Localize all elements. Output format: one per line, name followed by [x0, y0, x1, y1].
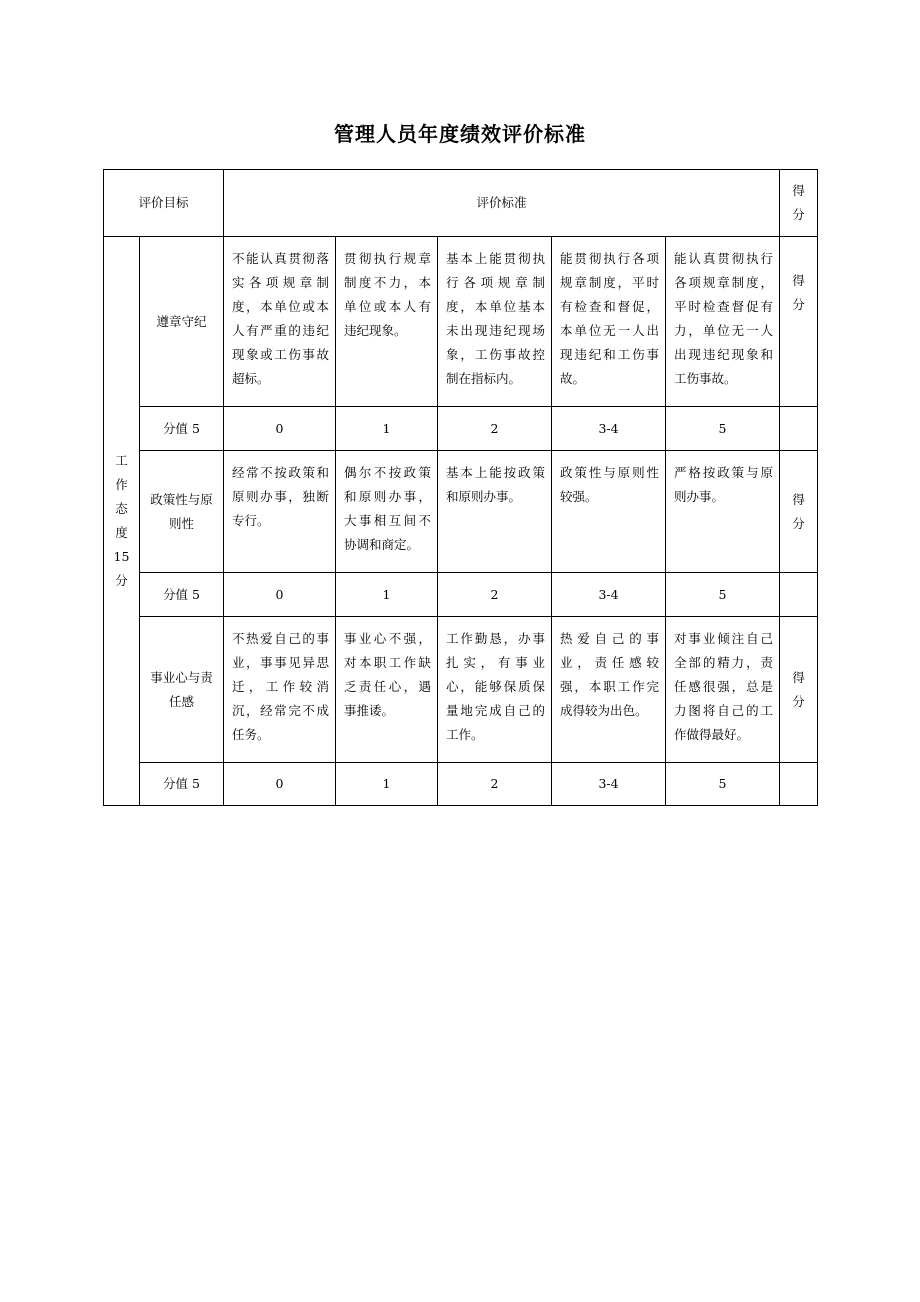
value-cell: 5 [666, 763, 780, 806]
value-cell: 0 [224, 763, 336, 806]
score-cell: 得 分 [780, 237, 818, 407]
value-cell: 0 [224, 407, 336, 451]
value-row [104, 573, 818, 617]
value-cell: 5 [666, 573, 780, 617]
header-target: 评价目标 [104, 170, 224, 237]
category-label: 工 作 态 度 15 分 [104, 237, 140, 806]
value-cell: 0 [224, 573, 336, 617]
value-cell: 3-4 [552, 763, 666, 806]
value-label: 分值 5 [140, 763, 224, 806]
value-cell: 3-4 [552, 573, 666, 617]
value-label: 分值 5 [140, 573, 224, 617]
section-name: 事业心与责任感 [140, 617, 224, 763]
section-name: 遵章守纪 [140, 237, 224, 407]
page-title: 管理人员年度绩效评价标准 [334, 122, 586, 146]
value-cell: 1 [336, 763, 438, 806]
table-row [104, 237, 818, 407]
value-cell: 2 [438, 407, 552, 451]
criterion-cell: 事业心不强，对本职工作缺乏责任心，遇事推诿。 [336, 617, 438, 763]
criterion-cell: 热爱自己的事业，责任感较强，本职工作完成得较为出色。 [552, 617, 666, 763]
score-input-cell [780, 763, 818, 806]
header-standard: 评价标准 [224, 170, 780, 237]
value-cell: 2 [438, 573, 552, 617]
value-cell: 3-4 [552, 407, 666, 451]
criterion-cell: 不能认真贯彻落实各项规章制度，本单位或本人有严重的违纪现象或工伤事故超标。 [224, 237, 336, 407]
score-input-cell [780, 407, 818, 451]
value-cell: 5 [666, 407, 780, 451]
table-row [104, 617, 818, 763]
criterion-cell: 贯彻执行规章制度不力，本单位或本人有违纪现象。 [336, 237, 438, 407]
criterion-cell: 严格按政策与原则办事。 [666, 451, 780, 573]
criterion-cell: 基本上能按政策和原则办事。 [438, 451, 552, 573]
criterion-cell: 基本上能贯彻执行各项规章制度，本单位基本未出现违纪现场象，工伤事故控制在指标内。 [438, 237, 552, 407]
header-score: 得 分 [780, 170, 818, 237]
criterion-cell: 政策性与原则性较强。 [552, 451, 666, 573]
criterion-cell: 不热爱自己的事业，事事见异思迁，工作较消沉，经常完不成任务。 [224, 617, 336, 763]
score-input-cell [780, 573, 818, 617]
value-cell: 1 [336, 407, 438, 451]
evaluation-table [103, 169, 818, 806]
score-cell: 得 分 [780, 451, 818, 573]
table-row [104, 451, 818, 573]
criterion-cell: 经常不按政策和原则办事，独断专行。 [224, 451, 336, 573]
value-row [104, 407, 818, 451]
criterion-cell: 偶尔不按政策和原则办事，大事相互间不协调和商定。 [336, 451, 438, 573]
value-row [104, 763, 818, 806]
criterion-cell: 能贯彻执行各项规章制度，平时有检查和督促，本单位无一人出现违纪和工伤事故。 [552, 237, 666, 407]
section-name: 政策性与原则性 [140, 451, 224, 573]
criterion-cell: 能认真贯彻执行各项规章制度，平时检查督促有力，单位无一人出现违纪现象和工伤事故。 [666, 237, 780, 407]
value-label: 分值 5 [140, 407, 224, 451]
value-cell: 2 [438, 763, 552, 806]
score-cell: 得 分 [780, 617, 818, 763]
criterion-cell: 工作勤恳，办事扎实，有事业心，能够保质保量地完成自己的工作。 [438, 617, 552, 763]
criterion-cell: 对事业倾注自己全部的精力，责任感很强，总是力图将自己的工作做得最好。 [666, 617, 780, 763]
value-cell: 1 [336, 573, 438, 617]
header-row [104, 170, 818, 237]
